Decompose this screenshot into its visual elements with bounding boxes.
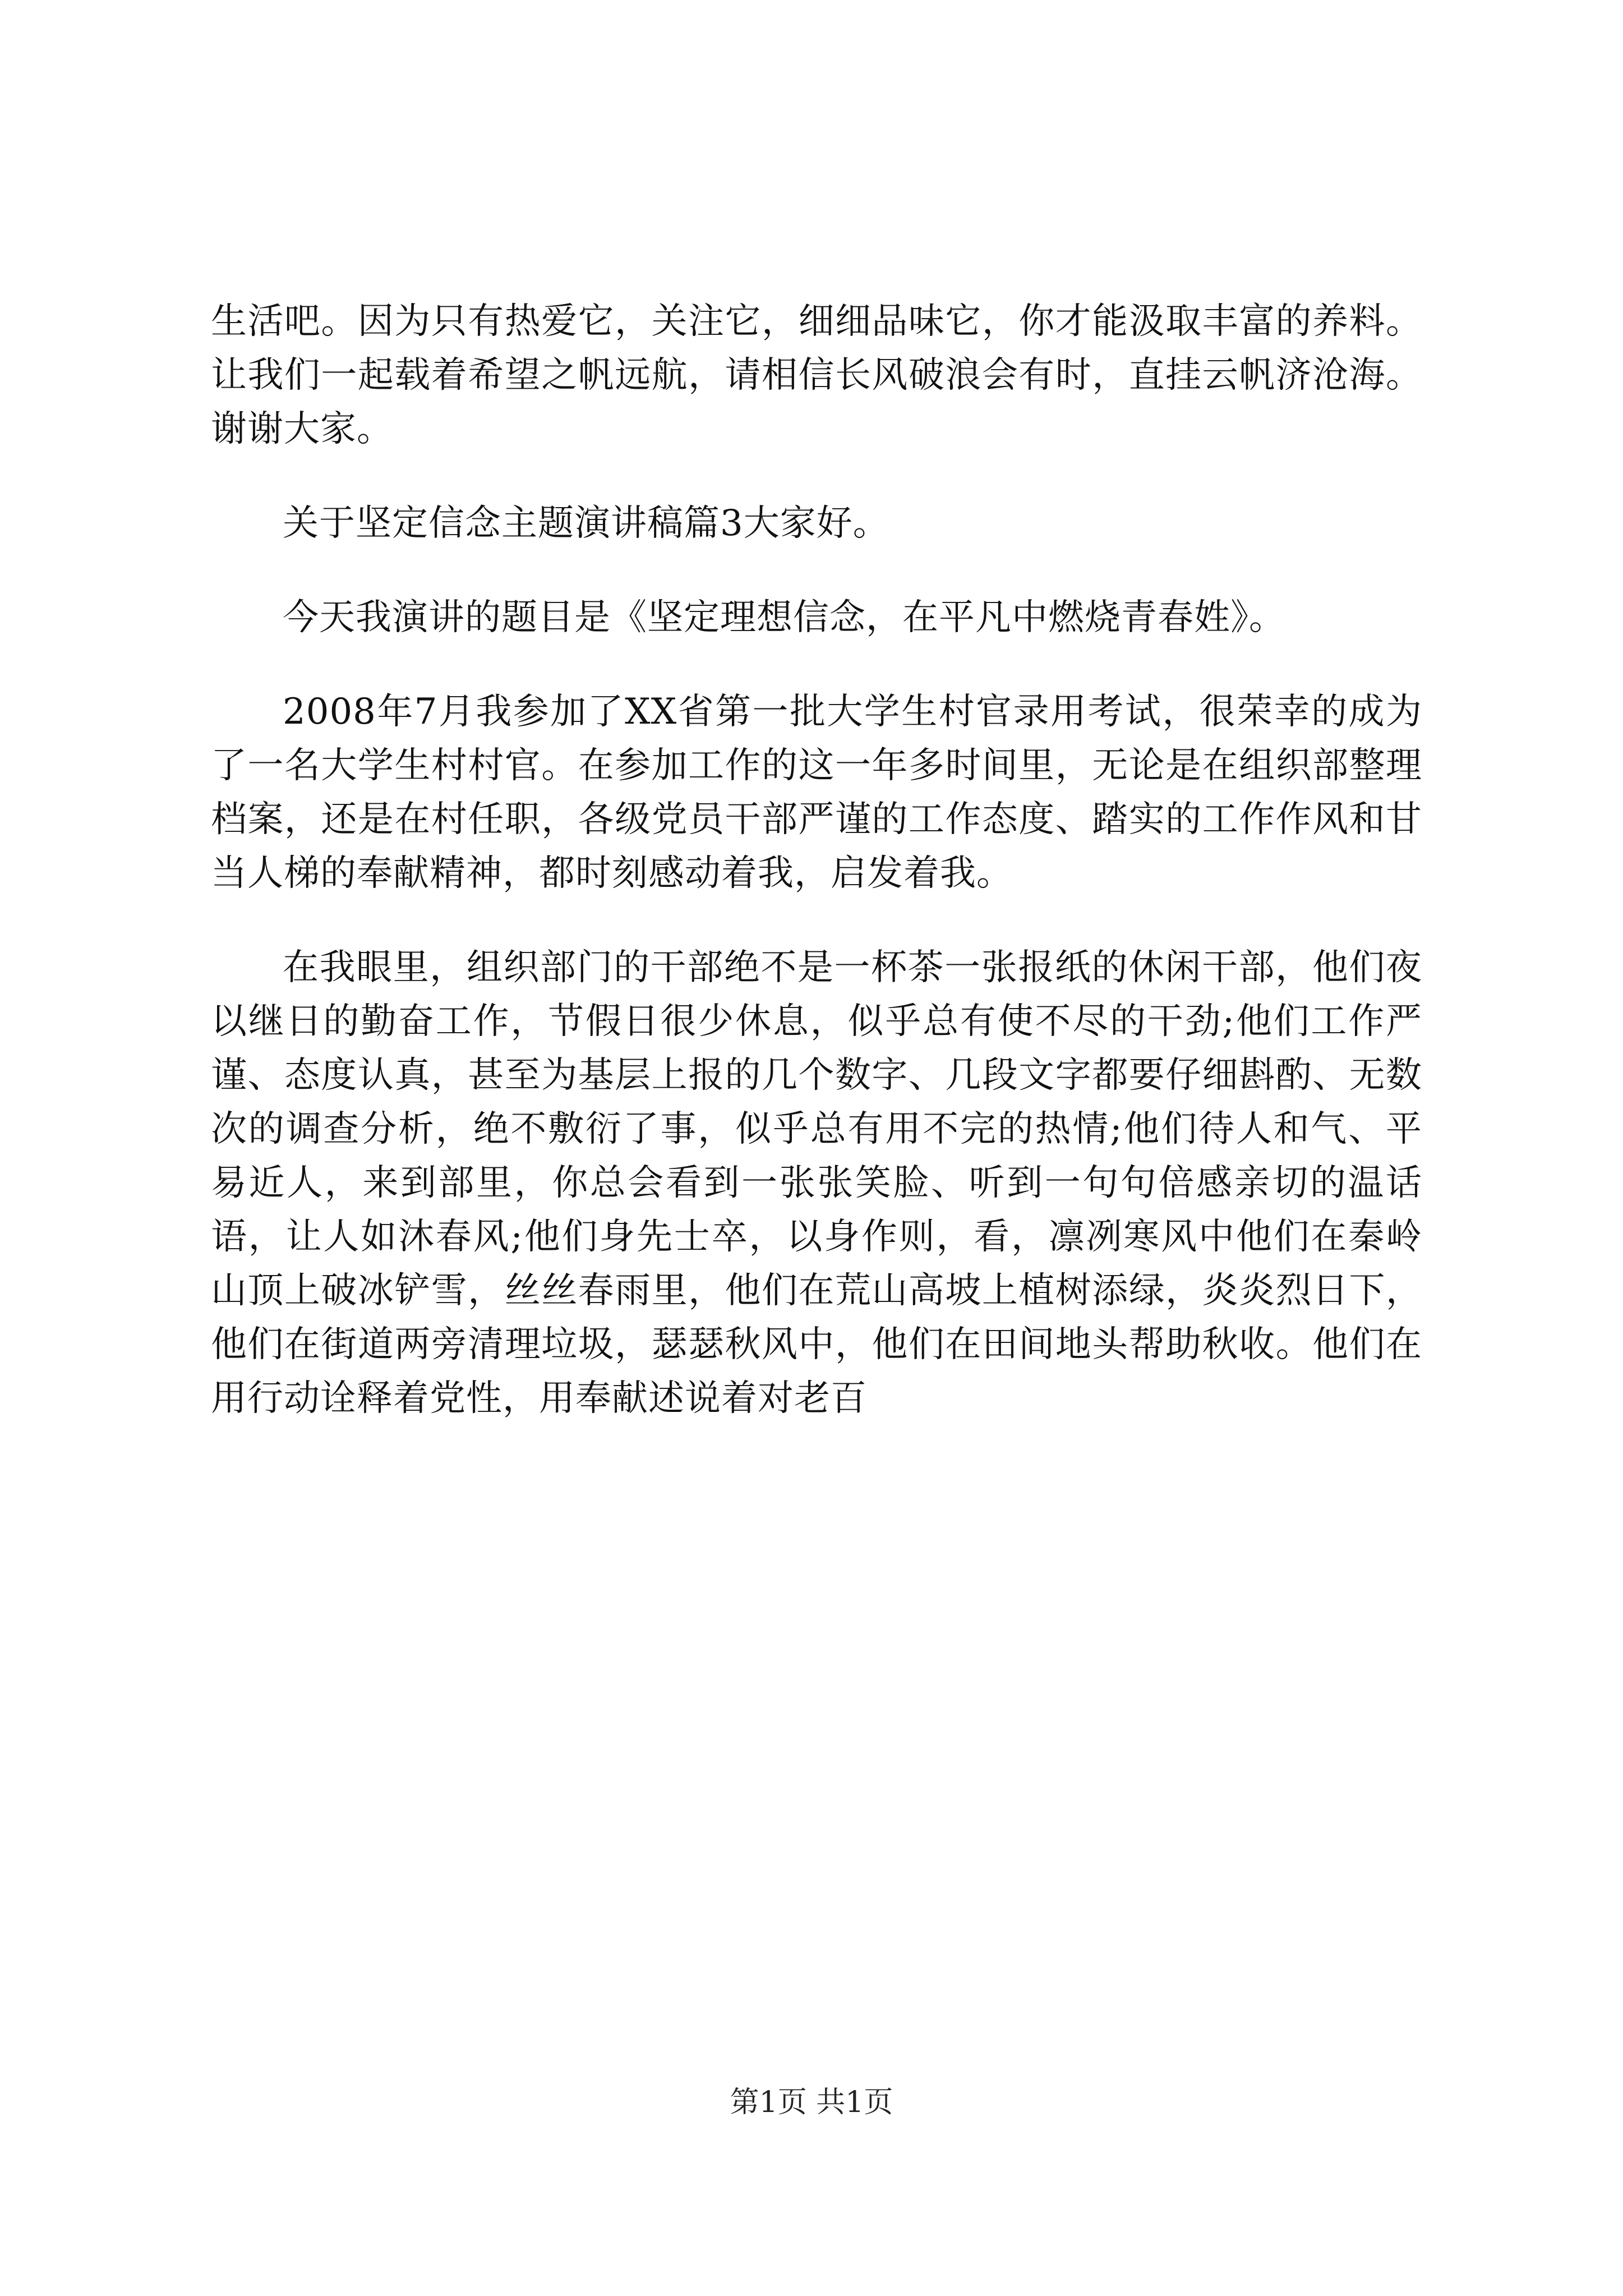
page-footer	[0, 2078, 1623, 2120]
paragraph-2: 关于坚定信念主题演讲稿篇3大家好。	[283, 503, 889, 544]
paragraph-4: 2008年7月我参加了XX省第一批大学生村官录用考试，很荣幸的成为了一名大学生村村官。在参加工作的这一年多时间里，无论是在组织部整理档案，还是在村任职，各级党员干部严谨的工作态度、踏实的工作作风和甘当人梯的奉献精神，都时刻感动着我，启发着我。	[211, 691, 1422, 894]
page-number-label: 第1页 共1页	[730, 2086, 893, 2119]
document-body	[211, 295, 1422, 1466]
paragraph-3: 今天我演讲的题目是《坚定理想信念，在平凡中燃烧青春姓》。	[283, 597, 1285, 638]
paragraph-5: 在我眼里，组织部门的干部绝不是一杯茶一张报纸的休闲干部，他们夜以继日的勤奋工作，节假日很少休息，似乎总有使不尽的干劲;他们工作严谨、态度认真，甚至为基层上报的几个数字、几段文字都要仔细斟酌、无数次的调查分析，绝不敷衍了事，似乎总有用不完的热情;他们待人和气、平易近人，来到部里，你总会看到一张张笑脸、听到一句句倍感亲切的温话语，让人如沐春风;他们身先士卒，以身作则，看，凛冽寒风中他们在秦岭山顶上破冰铲雪，丝丝春雨里，他们在荒山高坡上植树添绿，炎炎烈日下，他们在街道两旁清理垃圾，瑟瑟秋风中，他们在田间地头帮助秋收。他们在用行动诠释着党性，用奉献述说着对老百	[211, 947, 1422, 1419]
paragraph-1: 生活吧。因为只有热爱它，关注它，细细品味它，你才能汲取丰富的养料。让我们一起载着希望之帆远航，请相信长风破浪会有时，直挂云帆济沧海。谢谢大家。	[211, 301, 1422, 450]
